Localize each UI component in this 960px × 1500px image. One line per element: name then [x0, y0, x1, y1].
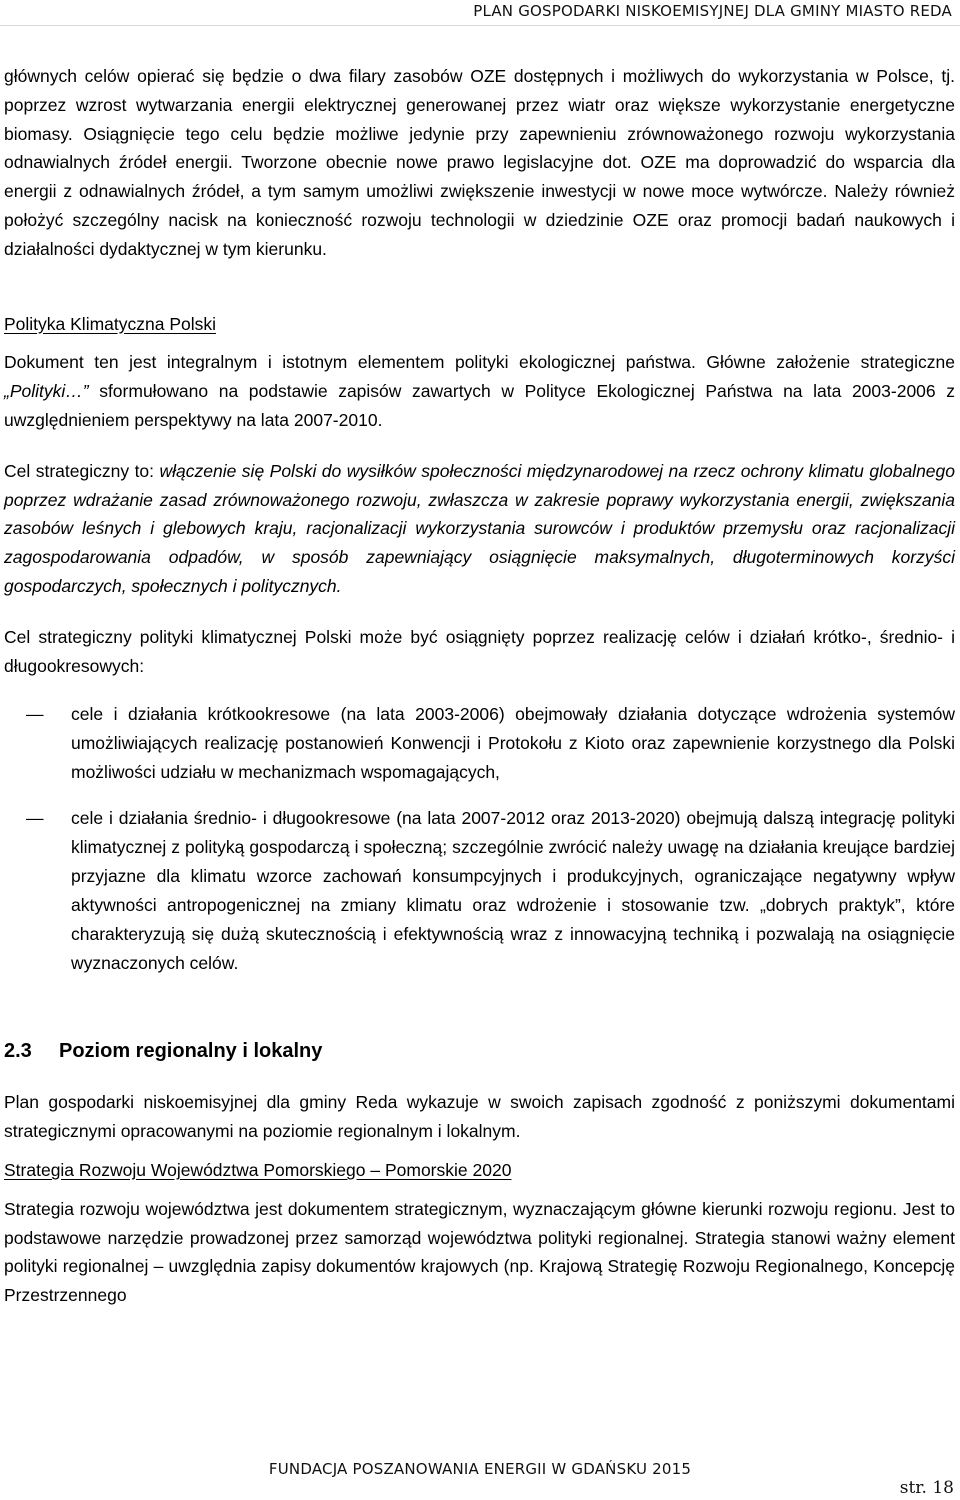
subsection-heading	[4, 1036, 955, 1066]
paragraph-regional-intro: Plan gospodarki niskoemisyjnej dla gminy Reda wykazuje w swoich zapisach zgodność z poniższymi dokumentami strategicznymi opracowanymi na poziomie regionalnym i lokalnym.	[4, 1092, 955, 1142]
document-body	[4, 62, 955, 1310]
list-item	[4, 700, 955, 787]
paragraph-climate-policy-document	[4, 348, 955, 434]
subsection-title: Poziom regionalny i lokalny	[59, 1040, 323, 1063]
subsection-number: 2.3	[4, 1040, 32, 1063]
italic-text-span: włączenie się Polski do wysiłków społeczności międzynarodowej na rzecz ochrony klimatu globalnego poprzez wdrażanie zasad zrównoważonego rozwoju, zwłaszcza w zakresie poprawy wykorzystania energii, zwiększania zasobów leśnych i glebowych kraju, racjonalizacji wykorzystania surowców i produktów przemysłu oraz racjonalizacji zagospodarowania odpadów, w sposób zapewniający osiągnięcie maksymalnych, długoterminowych korzyści gospodarczych, społecznych i politycznych.	[4, 460, 956, 596]
goals-list	[4, 700, 955, 978]
section-heading-climate-policy: Polityka Klimatyczna Polski	[4, 313, 217, 334]
list-item-text: cele i działania krótkookresowe (na lata 2003-2006) obejmowały działania dotyczące wdrożenia systemów umożliwiających realizację postanowień Konwencji i Protokołu z Kioto oraz zapewnienie korzystnego dla Polski możliwości udziału w mechanizmach wspomagających,	[71, 704, 955, 783]
list-item-text: cele i działania średnio- i długookresowe (na lata 2007-2012 oraz 2013-2020) obejmują dalszą integrację polityki klimatycznej z polityką gospodarczą i społeczną; szczególnie zwrócić należy uwagę na działania kreujące bardziej przyjazne dla klimatu wzorce zachowań konsumpcyjnych i produkcyjnych, ograniczające negatywny wpływ aktywności antropogenicznej na zmiany klimatu oraz wdrożenie i stosowanie tzw. „dobrych praktyk”, które charakteryzują się dużą skutecznością i efektywnością wraz z innowacyjną techniką i pozwalają na osiągnięcie wyznaczonych celów.	[71, 808, 955, 974]
paragraph-oze-goals: głównych celów opierać się będzie o dwa filary zasobów OZE dostępnych i możliwych do wykorzystania w Polsce, tj. poprzez wzrost wytwarzania energii elektrycznej generowanej przez wiatr oraz większe wykorzystanie energetyczne biomasy. Osiągnięcie tego celu będzie możliwe jedynie przy zapewnieniu zrównoważonego rozwoju wykorzystania odnawialnych źródeł energii. Tworzone obecnie nowe prawo legislacyjne dot. OZE ma doprowadzić do wsparcia dla energii z odnawialnych źródeł, a tym samym umożliwi zwiększenie inwestycji w nowe moce wytwórcze. Należy również położyć szczególny nacisk na konieczność rozwoju technologii w dziedzinie OZE oraz promocji badań naukowych i działalności dydaktycznej w tym kierunku.	[4, 66, 955, 259]
page-number: str. 18	[899, 1478, 954, 1498]
running-header: PLAN GOSPODARKI NISKOEMISYJNEJ DLA GMINY MIASTO REDA	[0, 0, 960, 26]
dash-bullet: —	[26, 704, 44, 725]
section-heading-pomorskie-strategy: Strategia Rozwoju Województwa Pomorskiego – Pomorskie 2020	[4, 1159, 512, 1180]
paragraph-goal-achievement: Cel strategiczny polityki klimatycznej Polski może być osiągnięty poprzez realizację celów i działań krótko-, średnio- i długookresowych:	[4, 626, 955, 676]
text-span: sformułowano na podstawie zapisów zawartych w Polityce Ekologicznej Państwa na lata 2003-2006 z uwzględnieniem perspektywy na lata 2007-2010.	[4, 381, 955, 430]
italic-text-span: „Polityki…”	[4, 381, 89, 402]
text-span: Cel strategiczny to:	[4, 460, 160, 481]
list-item	[4, 804, 955, 978]
text-span: Dokument ten jest integralnym i istotnym elementem polityki ekologicznej państwa. Główne założenie strategiczne	[4, 352, 955, 373]
dash-bullet: —	[26, 808, 44, 829]
running-footer: FUNDACJA POSZANOWANIA ENERGII W GDAŃSKU 2015	[268, 1460, 692, 1478]
paragraph-strategic-goal	[4, 457, 955, 601]
paragraph-pomorskie-strategy: Strategia rozwoju województwa jest dokumentem strategicznym, wyznaczającym główne kierunki rozwoju regionu. Jest to podstawowe narzędzie prowadzonej przez samorząd województwa polityki regionalnej. Strategia stanowi ważny element polityki regionalnej – uwzględnia zapisy dokumentów krajowych (np. Krajową Strategię Rozwoju Regionalnego, Koncepcję Przestrzennego	[4, 1198, 955, 1306]
